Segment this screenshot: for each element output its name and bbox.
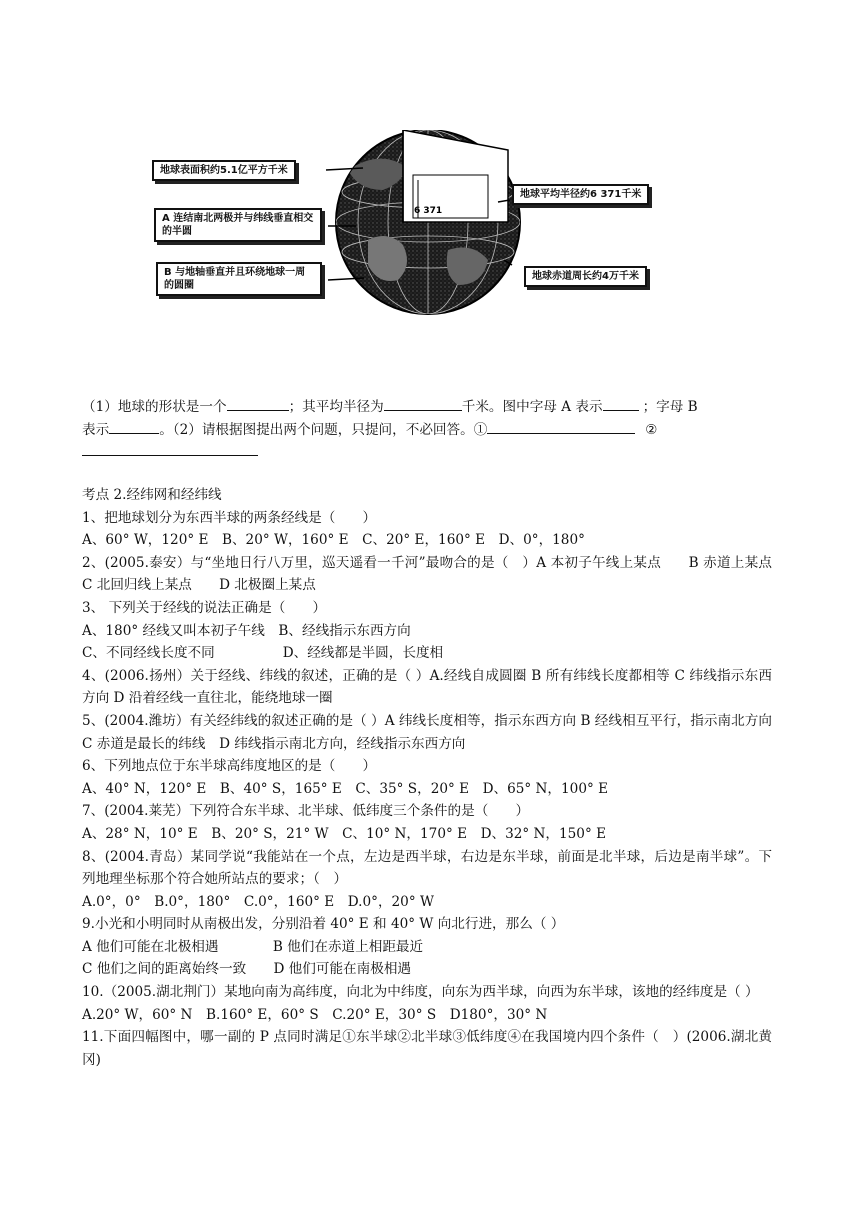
- question-5: 5、(2004.潍坊）有关经纬线的叙述正确的是（ ）A 纬线长度相等，指示东西方向 B 经线相互平行，指示南北方向 C 赤道是最长的纬线 D 纬线指示南北方向，经线指示东西方向: [82, 712, 772, 752]
- question-7-options: A、28° N，10° E B、20° S，21° W C、10° N，170° E D、32° N，150° E: [82, 825, 606, 842]
- fill-question: [82, 396, 772, 464]
- question-6: 6、下列地点位于东半球高纬度地区的是（ ）: [82, 758, 377, 775]
- radius-blank[interactable]: [384, 396, 462, 411]
- radius-mark: 6 371: [414, 206, 443, 216]
- question-3: 3、 下列关于经线的说法正确是（ ）: [82, 599, 327, 616]
- equator-text: 地球赤道周长约4万千米: [532, 271, 639, 282]
- parallel-text: B 与地轴垂直并且环绕地球一周的圆圈: [164, 267, 306, 291]
- question-1-blank[interactable]: [487, 419, 635, 434]
- question-3-options-2: C、不同经线长度不同 D、经线都是半圆，长度相: [82, 645, 444, 662]
- fill-part-2: ；其平均半径为: [288, 399, 384, 415]
- earth-figure: [148, 130, 684, 316]
- globe-icon: [336, 130, 520, 314]
- fill-part-3: 千米。图中字母 A 表示: [461, 399, 603, 415]
- question-3-options-1: A、180° 经线又叫本初子午线 B、经线指示东西方向: [82, 622, 411, 639]
- question-2-blank[interactable]: [82, 441, 258, 456]
- question-9: 9.小光和小明同时从南极出发，分别沿着 40° E 和 40° W 向北行进，那么（ ）: [82, 916, 565, 933]
- meridian-text: A 连结南北两极并与纬线垂直相交的半圆: [162, 213, 314, 237]
- fill-question-line-1: [82, 396, 772, 419]
- surface-area-text: 地球表面积约5.1亿平方千米: [160, 165, 288, 176]
- surface-area-label: [152, 160, 296, 181]
- radius-text: 地球平均半径约6 371千米: [520, 189, 642, 200]
- parallel-label: [156, 262, 322, 296]
- question-7: 7、(2004.莱芜）下列符合东半球、北半球、低纬度三个条件的是（ ）: [82, 803, 530, 820]
- fill-part-7: ②: [645, 421, 658, 438]
- fill-part-4: ；字母 B: [642, 399, 698, 415]
- question-8-options: A.0°，0° B.0°，180° C.0°，160° E D.0°，20° W: [82, 893, 434, 910]
- question-11: 11.下面四幅图中，哪一副的 P 点同时满足①东半球②北半球③低纬度④在我国境内四个条件（ ）(2006.湖北黄冈): [82, 1029, 772, 1068]
- fill-part-1: （1）地球的形状是一个: [82, 399, 227, 415]
- fill-part-5: 表示: [82, 421, 110, 438]
- a-blank[interactable]: [603, 396, 639, 411]
- question-10-options: A.20° W，60° N B.160° E，60° S C.20° E，30° S D180°，30° N: [82, 1006, 548, 1023]
- question-9-options-2: C 他们之间的距离始终一致 D 他们可能在南极相遇: [82, 961, 412, 978]
- question-2: 2、(2005.泰安）与“坐地日行八万里，巡天遥看一千河”最吻合的是（ ）A 本初子午线上某点 B 赤道上某点 C 北回归线上某点 D 北极圈上某点: [82, 554, 800, 594]
- fill-question-line-2: [82, 419, 772, 442]
- question-8: 8、(2004.青岛）某同学说“我能站在一个点，左边是西半球，右边是东半球，前面是北半球，后边是南半球”。下列地理坐标那个符合她所站点的要求；（ ）: [82, 848, 772, 888]
- question-1-options: A、60° W，120° E B、20° W，160° E C、20° E，160° E D、0°，180°: [82, 532, 585, 549]
- fill-question-line-3: [82, 441, 772, 464]
- shape-blank[interactable]: [227, 396, 289, 411]
- question-10: 10.（2005.湖北荆门）某地向南为高纬度，向北为中纬度，向东为西半球，向西为东半球，该地的经纬度是（ ）: [82, 984, 759, 1001]
- meridian-label: [154, 208, 322, 242]
- b-blank[interactable]: [109, 419, 159, 434]
- section-2: [82, 484, 800, 1071]
- equator-label: [524, 266, 647, 287]
- radius-label: [512, 184, 649, 205]
- question-4: 4、(2006.扬州）关于经线、纬线的叙述，正确的是（ ）A.经线自成圆圈 B 所有纬线长度都相等 C 纬线指示东西方向 D 沿着经线一直往北，能绕地球一圈: [82, 667, 772, 707]
- question-6-options: A、40° N，120° E B、40° S，165° E C、35° S，20° E D、65° N，100° E: [82, 780, 609, 797]
- fill-part-6: 。（2）请根据图提出两个问题，只提问，不必回答。①: [159, 421, 488, 438]
- section-title: 考点 2.经纬网和经纬线: [82, 487, 222, 503]
- question-1: 1、把地球划分为东西半球的两条经线是（ ）: [82, 509, 377, 526]
- question-9-options-1: A 他们可能在北极相遇 B 他们在赤道上相距最近: [82, 938, 424, 955]
